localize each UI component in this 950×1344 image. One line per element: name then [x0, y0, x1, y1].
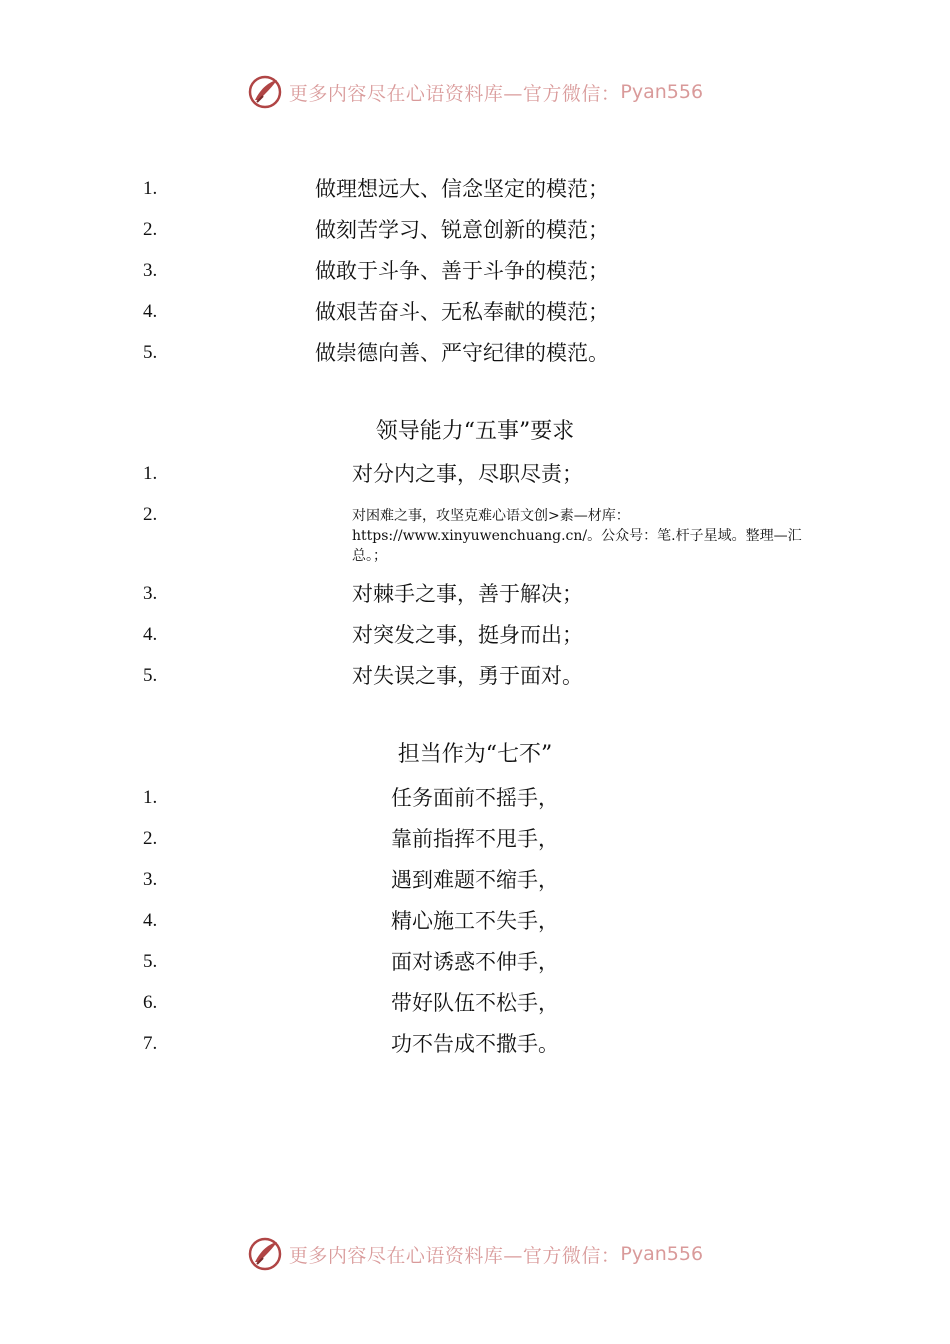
footer-watermark [0, 1234, 950, 1274]
item-text: 精心施工不失手， [391, 909, 559, 933]
item-number: 4. [143, 624, 158, 645]
item-number: 6. [143, 992, 158, 1013]
item-number: 3. [143, 260, 158, 281]
item-number: 3. [143, 583, 158, 604]
item-number: 2. [143, 219, 158, 240]
item-text: 对失误之事，勇于面对。 [352, 664, 583, 688]
list-item [0, 297, 950, 327]
item-text: 做刻苦学习、锐意创新的模范； [315, 218, 609, 242]
item-text: 对棘手之事，善于解决； [352, 582, 583, 606]
list-item [0, 824, 950, 854]
list-item [0, 215, 950, 245]
list-item [0, 906, 950, 936]
list-item [0, 947, 950, 977]
item-number: 4. [143, 910, 158, 931]
list-item [0, 579, 950, 609]
item-text: 任务面前不摇手， [391, 786, 559, 810]
item-number: 2. [143, 828, 158, 849]
item-text: 做艰苦奋斗、无私奉献的模范； [315, 300, 609, 324]
item-number: 5. [143, 665, 158, 686]
section-title: 担当作为“七不” [397, 742, 553, 767]
watermark-wechat-id: Pyan556 [620, 1243, 704, 1265]
item-text: 功不告成不撒手。 [391, 1032, 559, 1056]
item-text: 带好队伍不松手， [391, 991, 559, 1015]
list-item [0, 620, 950, 650]
list-item [0, 783, 950, 813]
section-title: 领导能力“五事”要求 [375, 419, 575, 444]
list-item [0, 1029, 950, 1059]
item-text: 对分内之事，尽职尽责； [352, 462, 583, 486]
pen-logo-icon [247, 1236, 283, 1272]
list-item [0, 338, 950, 368]
watermark-text: 更多内容尽在心语资料库—官方微信： [288, 1244, 621, 1267]
item-number: 7. [143, 1033, 158, 1054]
list-item [0, 459, 950, 489]
header-watermark [0, 72, 950, 112]
item-number: 3. [143, 869, 158, 890]
pen-logo-icon [247, 74, 283, 110]
item-text: 做敢于斗争、善于斗争的模范； [315, 259, 609, 283]
watermark-text: 更多内容尽在心语资料库—官方微信： [288, 82, 621, 105]
item-number: 1. [143, 787, 158, 808]
list-item [0, 661, 950, 691]
item-number: 5. [143, 951, 158, 972]
item-number: 4. [143, 301, 158, 322]
item-text: 对困难之事，攻坚克难心语文创>素—材库：https://www.xinyuwenchuang.cn/。公众号：笔.杆子星域。整理—汇总。； [352, 508, 802, 564]
item-text: 遇到难题不缩手， [391, 868, 559, 892]
item-text: 对突发之事，挺身而出； [352, 623, 583, 647]
item-number: 1. [143, 178, 158, 199]
item-text: 做崇德向善、严守纪律的模范。 [315, 341, 609, 365]
item-number: 2. [143, 504, 158, 525]
item-number: 1. [143, 463, 158, 484]
item-text: 面对诱惑不伸手， [391, 950, 559, 974]
item-text: 靠前指挥不甩手， [391, 827, 559, 851]
list-item [0, 865, 950, 895]
watermark-wechat-id: Pyan556 [620, 81, 704, 103]
item-number: 5. [143, 342, 158, 363]
list-item [0, 988, 950, 1018]
item-text: 做理想远大、信念坚定的模范； [315, 177, 609, 201]
list-item [0, 174, 950, 204]
list-item [0, 256, 950, 286]
